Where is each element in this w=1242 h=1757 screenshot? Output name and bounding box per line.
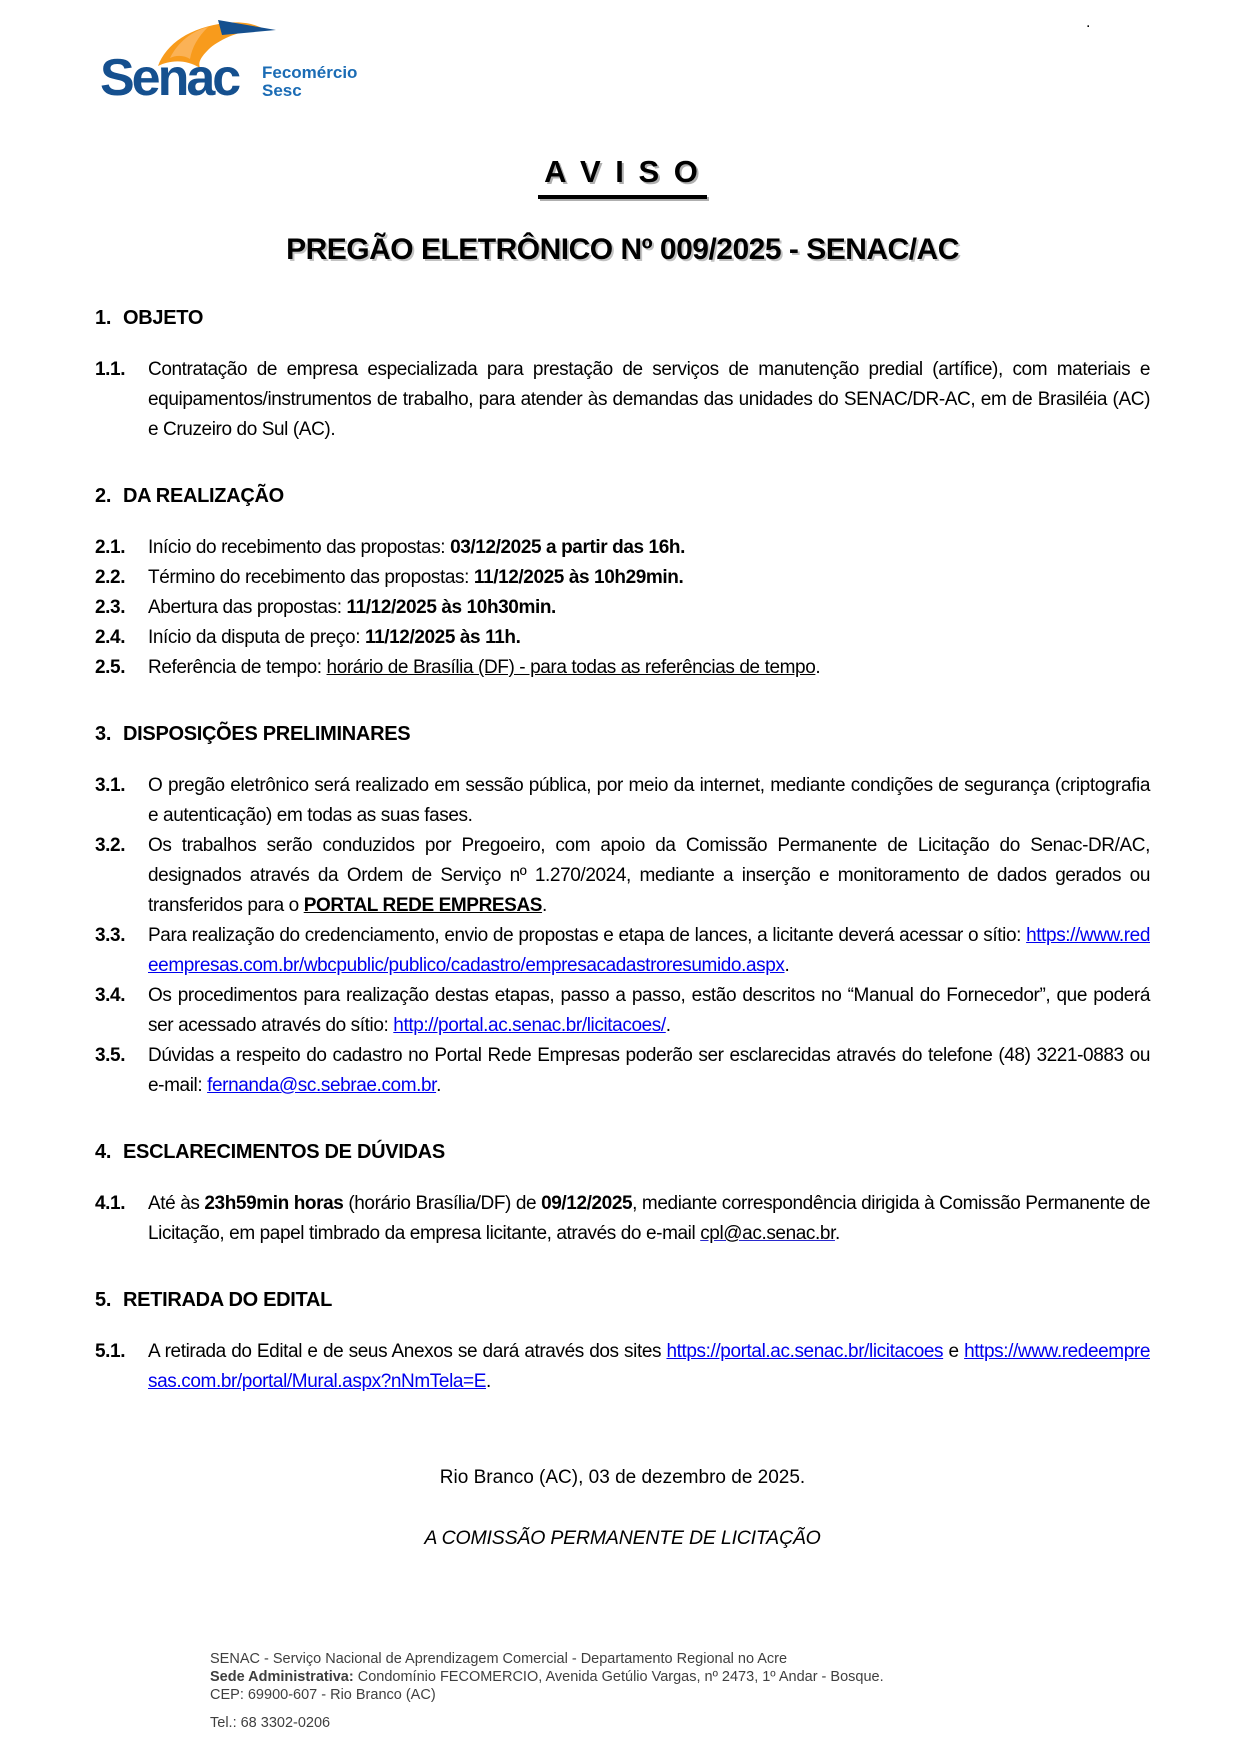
clause-text (148, 355, 1150, 445)
text-run: Contratação de empresa especializada para prestação de serviços de manutenção predial (artífice), com materiais e equipamentos/instrumentos de trabalho, para atender às demandas das unidades do SENAC/DR-AC, em de Brasiléia (AC) e Cruzeiro do Sul (AC). (148, 359, 1150, 440)
stray-scan-dot: . (1086, 14, 1091, 31)
portal-licitacoes-link[interactable]: https://portal.ac.senac.br/licitacoes (666, 1341, 944, 1362)
clause-5-1 (95, 1337, 1150, 1397)
section-number: 3. (95, 723, 112, 745)
date-line: Rio Branco (AC), 03 de dezembro de 2025. (439, 1467, 806, 1488)
text-run: . (486, 1371, 491, 1392)
section-esclarecimentos (95, 1139, 1150, 1249)
footer-phone-line: Tel.: 68 3302-0206 (210, 1715, 331, 1731)
text-run: Término do recebimento das propostas: (148, 567, 474, 588)
section-number: 4. (95, 1141, 112, 1163)
footer-cep-line: CEP: 69900-607 - Rio Branco (AC) (210, 1687, 436, 1703)
clause-text (148, 623, 1150, 653)
text-run: . (815, 657, 821, 678)
section-title: DA REALIZAÇÃO (123, 485, 284, 507)
clause-3-5 (95, 1041, 1150, 1101)
section-1-heading (95, 305, 1150, 331)
text-run: e (943, 1341, 965, 1362)
clause-number: 2.2. (95, 567, 126, 588)
section-objeto (95, 305, 1150, 445)
section-4-heading (95, 1139, 1150, 1165)
fecomercio-label: Fecomércio (262, 63, 358, 82)
section-number: 2. (95, 485, 112, 507)
clause-text (148, 831, 1150, 921)
fernanda-email-link[interactable]: fernanda@sc.sebrae.com.br (207, 1075, 437, 1096)
page-footer (210, 1650, 884, 1732)
clause-number: 4.1. (95, 1193, 126, 1214)
section-title: ESCLARECIMENTOS DE DÚVIDAS (123, 1141, 445, 1163)
sesc-label: Sesc (262, 81, 302, 100)
proposal-end-datetime: 11/12/2025 às 10h29min. (473, 567, 684, 588)
senac-wordmark: Senac (100, 49, 239, 107)
clause-number: 3.5. (95, 1045, 126, 1066)
clause-number: 1.1. (95, 359, 126, 380)
clause-2-5 (95, 653, 1150, 683)
clause-text (148, 981, 1150, 1041)
text-run: . (665, 1015, 671, 1036)
section-number: 1. (95, 307, 112, 329)
section-title: DISPOSIÇÕES PRELIMINARES (123, 723, 411, 745)
text-run: Os trabalhos serão conduzidos por Pregoeiro, com apoio da Comissão Permanente de Licitação do Senac-DR/AC, designados através da Ordem de Serviço nº 1.270/2024, mediante a inserção e monitoramento de dados gerados ou transferidos para o (148, 835, 1150, 916)
text-run: Abertura das propostas: (148, 597, 347, 618)
clause-4-1 (95, 1189, 1150, 1249)
section-number: 5. (95, 1289, 112, 1311)
opening-datetime: 11/12/2025 às 10h30min. (346, 597, 556, 618)
clause-text (148, 1189, 1150, 1249)
text-run: Os procedimentos para realização destas etapas, passo a passo, estão descritos no “Manual do Fornecedor”, que poderá ser acessado através do sítio: (148, 985, 1150, 1036)
text-run: . (436, 1075, 441, 1096)
aviso-title-text: A V I S O (538, 154, 707, 199)
section-title: OBJETO (123, 307, 204, 329)
clause-number: 5.1. (95, 1341, 126, 1362)
section-title: RETIRADA DO EDITAL (123, 1289, 333, 1311)
clause-2-4 (95, 623, 1150, 653)
text-run: Início do recebimento das propostas: (148, 537, 451, 558)
fecomercio-sesc-label (262, 64, 357, 100)
clause-text (148, 563, 1150, 593)
clause-text (148, 593, 1150, 623)
section-2-heading (95, 483, 1150, 509)
clause-number: 2.4. (95, 627, 126, 648)
dispute-start-datetime: 11/12/2025 às 11h. (364, 627, 521, 648)
footer-address-line (210, 1668, 884, 1686)
clause-number: 3.3. (95, 925, 126, 946)
redeempresas-cadastro-link[interactable]: https://www.redeempresas.com.br/wbcpublic/publico/cadastro/empresacadastroresumido.aspx (148, 925, 1150, 976)
clause-3-2 (95, 831, 1150, 921)
section-disposicoes-preliminares (95, 721, 1150, 1101)
proposal-start-datetime: 03/12/2025 a partir das 16h. (450, 537, 685, 558)
clause-2-1 (95, 533, 1150, 563)
section-5-heading (95, 1287, 1150, 1313)
clause-number: 2.1. (95, 537, 126, 558)
clause-2-2 (95, 563, 1150, 593)
time-reference-underlined: horário de Brasília (DF) - para todas as referências de tempo (326, 657, 816, 678)
text-run: Até às (148, 1193, 205, 1214)
section-da-realizacao (95, 483, 1150, 683)
text-run: Referência de tempo: (148, 657, 327, 678)
clause-3-4 (95, 981, 1150, 1041)
text-run: . (834, 1223, 840, 1244)
deadline-date: 09/12/2025 (541, 1193, 633, 1214)
clause-text (148, 1041, 1150, 1101)
text-run: Início da disputa de preço: (148, 627, 365, 648)
section-retirada-edital (95, 1287, 1150, 1397)
clause-text (148, 771, 1150, 831)
text-run: A retirada do Edital e de seus Anexos se dará através dos sites (148, 1341, 667, 1362)
clause-2-3 (95, 593, 1150, 623)
clause-text (148, 653, 1150, 683)
redeempresas-mural-link[interactable]: https://www.redeempresas.com.br/portal/Mural.aspx?nNmTela=E (148, 1341, 1150, 1392)
text-run: . (784, 955, 790, 976)
clause-number: 2.3. (95, 597, 126, 618)
footer-org-line: SENAC - Serviço Nacional de Aprendizagem Comercial - Departamento Regional no Acre (210, 1651, 788, 1667)
footer-address-label: Sede Administrativa: (210, 1669, 354, 1685)
clause-text (148, 921, 1150, 981)
clause-text (148, 1337, 1150, 1397)
clause-number: 3.4. (95, 985, 126, 1006)
signature-line: A COMISSÃO PERMANENTE DE LICITAÇÃO (424, 1527, 821, 1549)
page-subtitle: PREGÃO ELETRÔNICO Nº 009/2025 - SENAC/AC (286, 233, 959, 266)
footer-address-text: Condomínio FECOMERCIO, Avenida Getúlio Vargas, nº 2473, 1º Andar - Bosque. (353, 1669, 884, 1685)
text-run: Dúvidas a respeito do cadastro no Portal Rede Empresas poderão ser esclarecidas através do telefone (48) 3221-0883 ou e-mail: (148, 1045, 1150, 1096)
text-run: (horário Brasília/DF) de (343, 1193, 542, 1214)
text-run: . (542, 895, 547, 916)
text-run: , mediante correspondência dirigida à Comissão Permanente de Licitação, em papel timbrado da empresa licitante, através do e-mail (148, 1193, 1151, 1244)
clause-number: 3.1. (95, 775, 126, 796)
text-run: O pregão eletrônico será realizado em sessão pública, por meio da internet, mediante condições de segurança (criptografia e autenticação) em todas as suas fases. (148, 775, 1150, 826)
clause-number: 2.5. (95, 657, 126, 678)
page-title (95, 154, 1150, 199)
deadline-time: 23h59min horas (204, 1193, 344, 1214)
text-run: Para realização do credenciamento, envio de propostas e etapa de lances, a licitante deverá acessar o sítio: (148, 925, 1027, 946)
clause-3-3 (95, 921, 1150, 981)
clause-text (148, 533, 1150, 563)
clause-number: 3.2. (95, 835, 126, 856)
senac-logo (100, 18, 400, 113)
portal-senac-licitacoes-link[interactable]: http://portal.ac.senac.br/licitacoes/ (393, 1015, 666, 1036)
cpl-email-link[interactable]: cpl@ac.senac.br (700, 1223, 835, 1244)
section-3-heading (95, 721, 1150, 747)
clause-1-1 (95, 355, 1150, 445)
portal-rede-empresas-emphasis: PORTAL REDE EMPRESAS (303, 895, 543, 916)
swoosh-triangle-shape (218, 20, 276, 35)
clause-3-1 (95, 771, 1150, 831)
